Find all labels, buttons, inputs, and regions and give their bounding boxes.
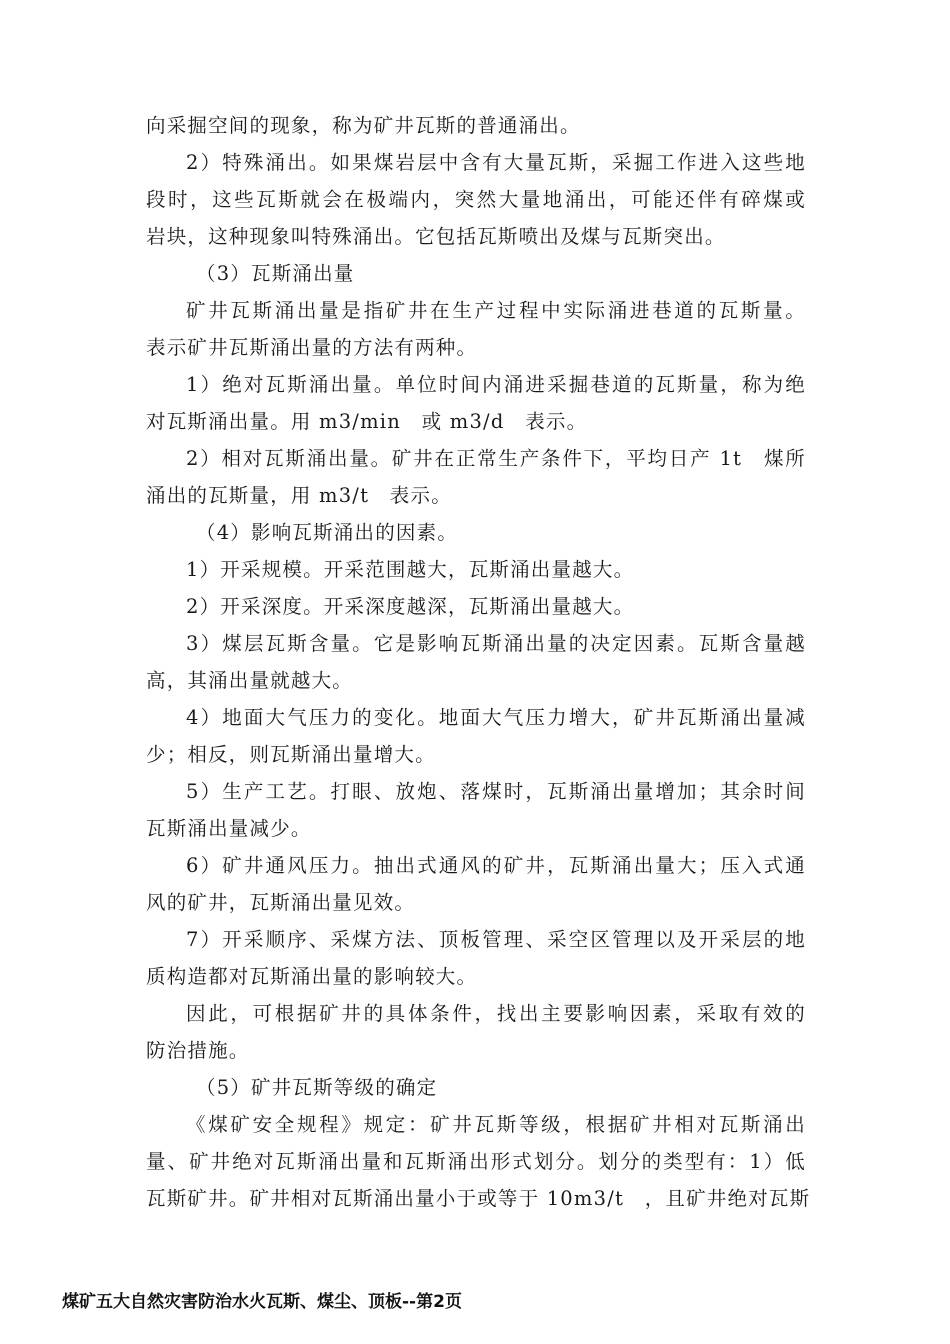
text-line: 矿井瓦斯涌出量是指矿井在生产过程中实际涌进巷道的瓦斯量。 [186, 299, 806, 322]
section-heading: （3）瓦斯涌出量 [196, 262, 355, 285]
text-line: 高，其涌出量就越大。 [146, 669, 354, 692]
text-line: 防治措施。 [146, 1039, 250, 1062]
text-line: 瓦斯矿井。矿井相对瓦斯涌出量小于或等于 10m3/t ，且矿井绝对瓦斯 [146, 1187, 811, 1210]
text-line: 7）开采顺序、采煤方法、顶板管理、采空区管理以及开采层的地 [186, 928, 806, 951]
section-heading: （5）矿井瓦斯等级的确定 [196, 1076, 438, 1099]
text-line: 6）矿井通风压力。抽出式通风的矿井，瓦斯涌出量大；压入式通 [186, 854, 806, 877]
text-line: 2）相对瓦斯涌出量。矿井在正常生产条件下，平均日产 1t 煤所 [186, 447, 806, 470]
text-line: 5）生产工艺。打眼、放炮、落煤时，瓦斯涌出量增加；其余时间 [186, 780, 806, 803]
text-line: 2）开采深度。开采深度越深，瓦斯涌出量越大。 [186, 595, 635, 618]
text-line: 段时，这些瓦斯就会在极端内，突然大量地涌出，可能还伴有碎煤或 [146, 188, 806, 211]
text-line: 《煤矿安全规程》规定：矿井瓦斯等级，根据矿井相对瓦斯涌出 [186, 1113, 806, 1136]
text-line: 1）开采规模。开采范围越大，瓦斯涌出量越大。 [186, 558, 635, 581]
text-line: 因此，可根据矿井的具体条件，找出主要影响因素，采取有效的 [186, 1002, 806, 1025]
text-line: 4）地面大气压力的变化。地面大气压力增大，矿井瓦斯涌出量减 [186, 706, 806, 729]
text-line: 表示矿井瓦斯涌出量的方法有两种。 [146, 336, 478, 359]
section-heading: （4）影响瓦斯涌出的因素。 [196, 521, 459, 544]
text-line: 3）煤层瓦斯含量。它是影响瓦斯涌出量的决定因素。瓦斯含量越 [186, 632, 806, 655]
text-line: 量、矿井绝对瓦斯涌出量和瓦斯涌出形式划分。划分的类型有：1）低 [146, 1150, 806, 1173]
page-footer: 煤矿五大自然灾害防治水火瓦斯、煤尘、顶板--第2页 [62, 1292, 462, 1312]
text-line: 风的矿井，瓦斯涌出量见效。 [146, 891, 416, 914]
text-line: 对瓦斯涌出量。用 m3/min 或 m3/d 表示。 [146, 410, 588, 433]
text-line: 涌出的瓦斯量，用 m3/t 表示。 [146, 484, 452, 507]
text-line: 岩块，这种现象叫特殊涌出。它包括瓦斯喷出及煤与瓦斯突出。 [146, 225, 726, 248]
text-line: 少；相反，则瓦斯涌出量增大。 [146, 743, 436, 766]
text-line: 瓦斯涌出量减少。 [146, 817, 312, 840]
text-line: 质构造都对瓦斯涌出量的影响较大。 [146, 965, 478, 988]
text-line: 2）特殊涌出。如果煤岩层中含有大量瓦斯，采掘工作进入这些地 [186, 151, 806, 174]
text-line: 1）绝对瓦斯涌出量。单位时间内涌进采掘巷道的瓦斯量，称为绝 [186, 373, 806, 396]
text-line: 向采掘空间的现象，称为矿井瓦斯的普通涌出。 [146, 114, 581, 137]
